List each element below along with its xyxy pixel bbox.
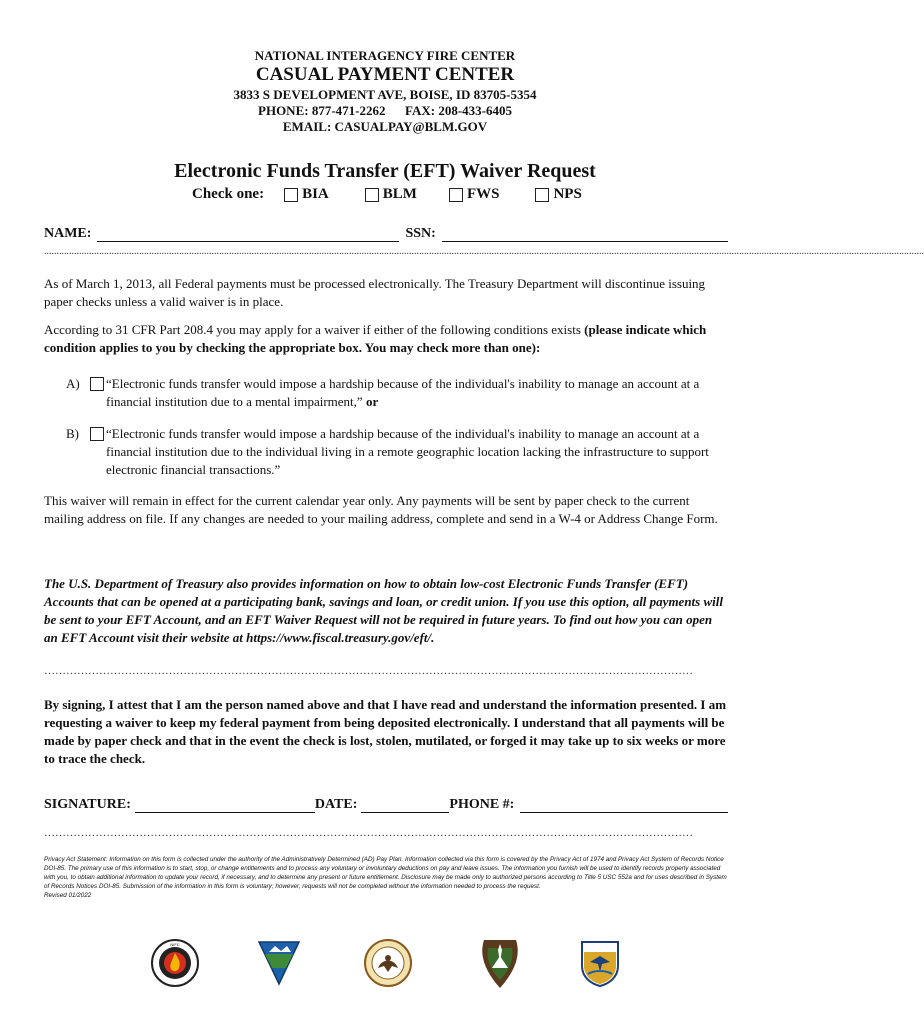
checkbox-bia[interactable]: [284, 188, 298, 202]
conditions-instruction: (please indicate which condition applies to you by checking the appropriate box. You may check more than one):: [44, 322, 707, 355]
paragraph-waiver-duration: This waiver will remain in effect for the current calendar year only. Any payments will be sent by paper check to the current mailing address on file. If any changes are needed to your mailing address, complete and send in a W-4 or Address Change Form.: [44, 493, 718, 526]
bia-seal-icon: [362, 938, 414, 993]
agency-label-blm: BLM: [382, 186, 417, 202]
conditions-intro: According to 31 CFR Part 208.4 you may apply for a waiver if either of the following conditions exists: [44, 322, 585, 337]
agency-option-nps[interactable]: [535, 186, 581, 203]
condition-b-text: “Electronic funds transfer would impose a hardship because of the individual's inability to manage an account at a financial institution due to the individual living in a remote geographic location lacking the infrastructure to support electronic financial transactions.”: [106, 426, 709, 477]
paragraph-eft-mandate: As of March 1, 2013, all Federal payments must be processed electronically. The Treasury Department will discontinue issuing paper checks unless a valid waiver is in place.: [44, 276, 706, 309]
nifc-fire-seal-icon: [150, 938, 200, 993]
contact-block: [0, 87, 770, 135]
agency-check-row: [192, 186, 582, 203]
agency-label-nps: NPS: [553, 186, 582, 202]
signature-label: SIGNATURE:: [44, 797, 131, 812]
agency-label-bia: BIA: [302, 186, 329, 202]
agency-option-fws[interactable]: [449, 186, 500, 203]
phone-field[interactable]: [520, 799, 728, 813]
checkbox-condition-a[interactable]: [90, 377, 104, 391]
nps-arrowhead-icon: [478, 938, 522, 995]
privacy-act-statement: [44, 855, 728, 900]
name-field[interactable]: [97, 228, 399, 242]
condition-a-or: or: [365, 394, 379, 409]
attestation-statement: By signing, I attest that I am the person named above and that I have read and understand the information presented. I am requesting a waiver to keep my federal payment from being deposited electronically. I understand that all payments will be made by paper check and that in the event the check is lost, stolen, mutilated, or forged it may take up to six weeks or more to trace the check.: [44, 697, 727, 766]
checkbox-fws[interactable]: [449, 188, 463, 202]
name-label: NAME:: [44, 226, 92, 241]
divider-dots-2: ……………………………………………………………………………………………………………………………………………………………: [44, 665, 693, 677]
check-one-label: Check one:: [192, 186, 265, 202]
condition-a: [44, 375, 728, 411]
form-title: Electronic Funds Transfer (EFT) Waiver Request: [174, 160, 596, 182]
agency-option-bia[interactable]: [284, 186, 329, 203]
signature-field[interactable]: [135, 799, 315, 813]
signature-row: [44, 797, 728, 813]
agency-option-blm[interactable]: [365, 186, 417, 203]
blm-logo-icon: [255, 938, 303, 993]
condition-b-letter: B): [66, 426, 79, 441]
privacy-text: Privacy Act Statement: Information on this form is collected under the authority of the Administratively Determined (AD) Pay Plan. Information collected via this form is covered by the Privacy Act of 1974 and Privacy Act System of Records Notice DOI-85. The primary use of this information is to start, stop, or change entitlements and to process any voluntary or involuntary deductions on pay and leave issues. The information you furnish will be used to identify records properly associated with you, to obtain additional information to update your record, if necessary, and to determine any present or future entitlement. Disclosure may be made only to authorized persons according to Title 5 USC 552a and for uses described in System of Records Notices DOI-85. Submission of the information in this form is voluntary; however, requests will not be completed without the information needed to process the request.: [44, 856, 727, 890]
treasury-note: The U.S. Department of Treasury also provides information on how to obtain low-cost Electronic Funds Transfer (EFT) Accounts that can be opened at a participating bank, savings and loan, or credit union. If you use this option, all payments will be sent to your EFT Account, and an EFT Waiver Request will not be required in future years. To find out how you can open an EFT Account visit their website at https://www.fiscal.treasury.gov/eft/.: [44, 576, 723, 645]
name-ssn-row: [44, 226, 728, 242]
divider-dots-3: ……………………………………………………………………………………………………………………………………………………………: [44, 827, 693, 839]
org-name: NATIONAL INTERAGENCY FIRE CENTER: [254, 48, 516, 63]
date-field[interactable]: [361, 799, 449, 813]
address: 3833 S DEVELOPMENT AVE, BOISE, ID 83705-5354: [233, 87, 537, 102]
ssn-label: SSN:: [405, 226, 436, 241]
divider-dots: ................................................................................................................................................................................................................................................................................................................................................................: [44, 246, 924, 257]
svg-text:NIFC: NIFC: [170, 942, 180, 947]
fax: FAX: 208-433-6405: [404, 103, 512, 118]
checkbox-blm[interactable]: [365, 188, 379, 202]
center-name: CASUAL PAYMENT CENTER: [255, 64, 515, 85]
checkbox-nps[interactable]: [535, 188, 549, 202]
agency-label-fws: FWS: [466, 186, 500, 202]
phone: PHONE: 877-471-2262: [258, 103, 386, 118]
revised-date: Revised 01/2022: [44, 892, 92, 899]
phone-label: PHONE #:: [449, 797, 515, 812]
condition-a-letter: A): [66, 376, 80, 391]
phone-fax: [0, 103, 770, 119]
paragraph-waiver-conditions: [44, 321, 728, 357]
fws-shield-icon: [578, 938, 622, 993]
condition-a-text: “Electronic funds transfer would impose a hardship because of the individual's inability to manage an account at a financial institution due to a mental impairment,”: [106, 376, 700, 409]
condition-a-text-wrap: [106, 375, 728, 411]
date-label: DATE:: [314, 797, 358, 812]
email: EMAIL: CASUALPAY@BLM.GOV: [282, 119, 488, 134]
checkbox-condition-b[interactable]: [90, 427, 104, 441]
condition-b: [44, 425, 728, 479]
ssn-field[interactable]: [442, 228, 728, 242]
